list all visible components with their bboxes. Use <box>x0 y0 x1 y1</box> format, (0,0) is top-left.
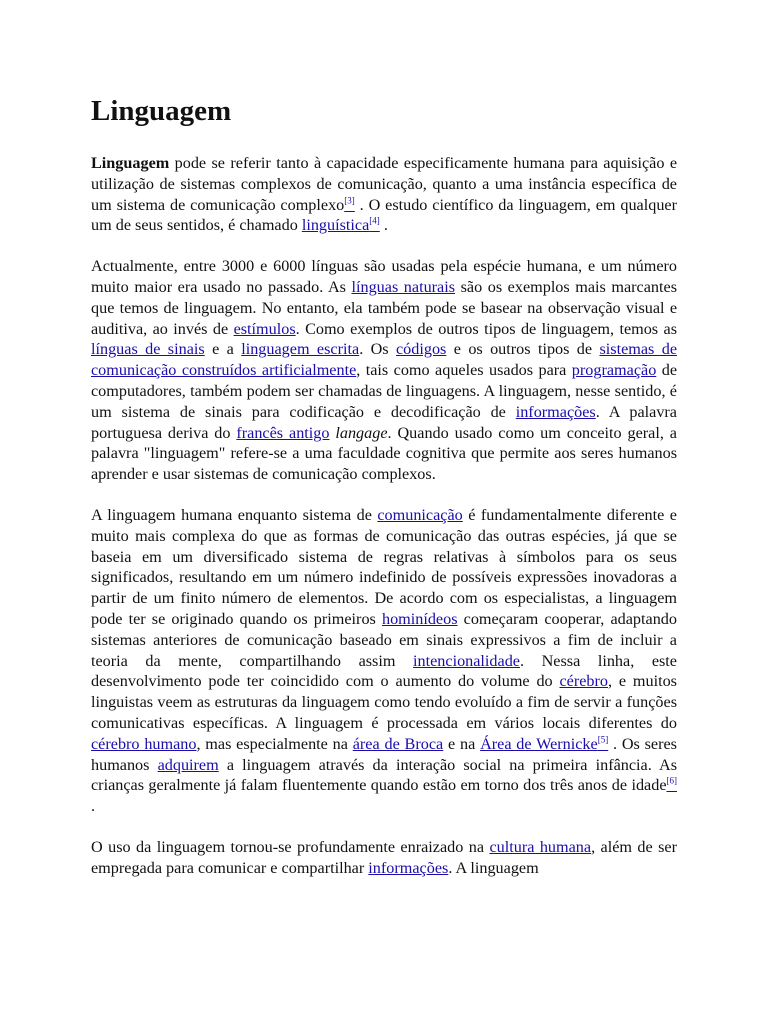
link-codigos[interactable]: códigos <box>396 340 447 359</box>
link-linguas-de-sinais[interactable]: línguas de sinais <box>91 340 205 359</box>
text: . <box>379 216 388 235</box>
text: . Nessa linha, este desenvolvimento pode ter coincidido com o aumento do volume do <box>91 651 677 691</box>
link-frances-antigo[interactable]: francês antigo <box>236 423 330 442</box>
link-cerebro[interactable]: cérebro <box>559 672 608 691</box>
link-informacoes[interactable]: informações <box>515 402 596 421</box>
text: , mas especialmente na <box>196 734 353 753</box>
link-comunicacao[interactable]: comunicação <box>377 505 463 524</box>
ref: [5] <box>597 734 609 745</box>
text: , e muitos linguistas veem as estruturas da linguagem como tendo evoluído a fim de servir a funções comunicativas específicas. A linguagem é processada em vários locais diferentes do <box>91 672 677 732</box>
paragraph-4 <box>91 837 677 879</box>
text: pode se referir tanto à capacidade especificamente humana para aquisição e utilização de sistemas complexos de comunicação, quanto a uma instância específica de um sistema de comunicação complexo <box>91 154 677 214</box>
link-linguagem-escrita[interactable]: linguagem escrita <box>241 340 360 359</box>
paragraph-2 <box>91 256 677 485</box>
link-programacao[interactable]: programação <box>571 361 657 380</box>
link-sistemas-comunicacao[interactable]: sistemas de comunicação construídos artificialmente <box>91 340 678 380</box>
link-linguas-naturais[interactable]: línguas naturais <box>351 277 456 296</box>
link-informacoes-2[interactable]: informações <box>368 858 449 877</box>
reference-link-3[interactable] <box>344 196 355 214</box>
text: começaram cooperar, adaptando sistemas anteriores de comunicação baseado em sinais expressivos a fim de incluir a teoria da mente, compartilhando assim <box>91 609 677 670</box>
link-area-de-wernicke[interactable]: Área de Wernicke <box>480 734 598 753</box>
bold-term: Linguagem <box>91 154 170 172</box>
text: Actualmente, entre 3000 e 6000 línguas são usadas pela espécie humana, e um número muito maior era usado no passado. As <box>91 257 677 296</box>
reference-link-4[interactable] <box>369 216 380 234</box>
italic-term: langage <box>335 423 388 442</box>
text: , além de ser empregada para comunicar e compartilhar <box>91 837 677 877</box>
text: de computadores, também podem ser chamadas de linguagens. A linguagem, nesse sentido, é um sistema de sinais para codificação e decodificação de <box>91 361 678 421</box>
ref: [4] <box>369 216 380 226</box>
text: e na <box>443 734 481 753</box>
text: . Os <box>359 340 396 359</box>
link-linguistica[interactable]: linguística <box>301 216 370 235</box>
paragraph-intro <box>91 153 677 236</box>
link-intencionalidade[interactable]: intencionalidade <box>413 651 520 670</box>
text: . <box>91 797 96 816</box>
link-hominideos[interactable]: hominídeos <box>381 609 458 628</box>
link-estimulos[interactable]: estímulos <box>233 319 296 338</box>
link-cultura-humana[interactable]: cultura humana <box>489 837 592 856</box>
text: . Como exemplos de outros tipos de linguagem, temos as <box>295 319 678 338</box>
ref: [6] <box>666 775 677 786</box>
ref: [3] <box>344 195 355 206</box>
text: O uso da linguagem tornou-se profundamente enraizado na <box>91 837 490 856</box>
text: e a <box>204 340 242 359</box>
article <box>91 92 677 899</box>
text: e os outros tipos de <box>446 340 600 359</box>
link-area-de-broca[interactable]: área de Broca <box>352 734 444 753</box>
paragraph-3 <box>91 505 677 817</box>
link-cerebro-humano[interactable]: cérebro humano <box>91 734 197 753</box>
text: . A palavra portuguesa deriva do <box>91 402 677 442</box>
link-adquirem[interactable]: adquirem <box>157 755 219 774</box>
text: são os exemplos mais marcantes que temos de linguagem. No entanto, ela também pode se basear na observação visual e auditiva, ao invés de <box>91 277 677 338</box>
text: . Os seres humanos <box>91 734 677 774</box>
reference-link-6[interactable] <box>667 776 678 794</box>
page-title: Linguagem <box>91 95 232 127</box>
text: . A linguagem <box>448 858 539 877</box>
text: . O estudo científico da linguagem, em qualquer um de seus sentidos, é chamado <box>91 195 677 235</box>
text: é fundamentalmente diferente e muito mais complexa do que as formas de comunicação das outras espécies, já que se baseia em um diversificado sistema de regras relativas à símbolos para os seus significados, resultando em um número indefinido de possíveis expressões inovadoras a partir de um finito número de elementos. De acordo com os especialistas, a linguagem pode ter se originado quando os primeiros <box>91 505 677 628</box>
reference-link-5[interactable] <box>598 735 609 753</box>
text: , tais como aqueles usados para <box>356 361 572 380</box>
text: a linguagem através da interação social na primeira infância. As crianças geralmente já falam fluentemente quando estão em torno dos três anos de idade <box>91 755 678 795</box>
text: A linguagem humana enquanto sistema de <box>91 505 378 524</box>
text: . Quando usado como um conceito geral, a palavra "linguagem" refere-se a uma faculdade cognitiva que permite aos seres humanos aprender e usar sistemas de comunicação complexos. <box>91 423 677 484</box>
